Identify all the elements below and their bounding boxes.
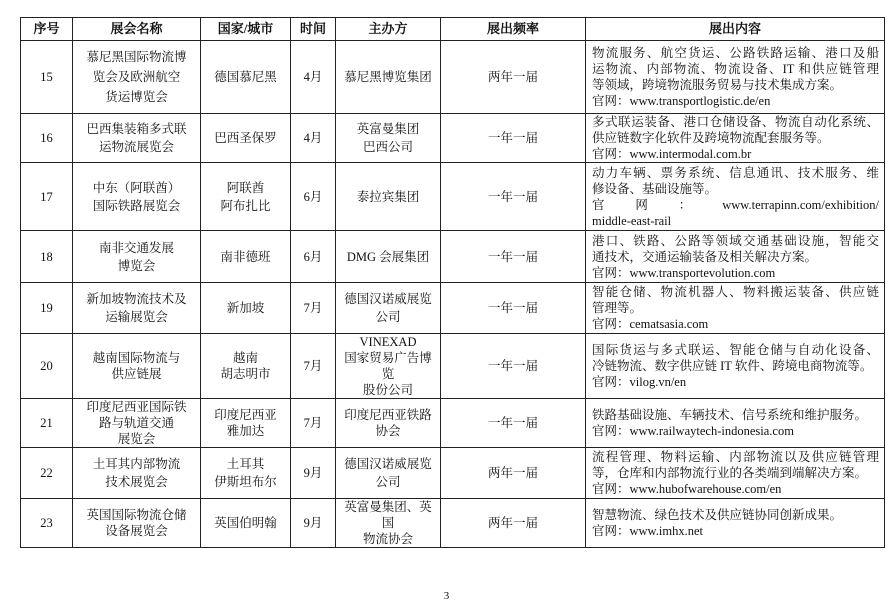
- exhibition-name-line: 越南国际物流与: [92, 351, 181, 365]
- exhibition-name-line: 供应链展: [111, 367, 162, 381]
- country-city-line: 南非德班: [220, 249, 271, 264]
- content-description-line: 港口、铁路、公路等领域交通基础设施，智能交: [592, 233, 879, 248]
- organizer-cell: [336, 41, 441, 114]
- frequency-cell: 两年一届: [441, 41, 586, 114]
- table-header: [21, 18, 885, 41]
- time-cell: 9月: [291, 448, 336, 499]
- exhibition-name-line: 展览会: [117, 432, 156, 446]
- content-description-line: 等，仓库和内部物流行业的各类端到端解决方案。: [592, 466, 868, 480]
- organizer-line: VINEXAD: [359, 335, 417, 349]
- frequency-cell: 一年一届: [441, 163, 586, 231]
- country-city-line: 阿布扎比: [220, 198, 271, 213]
- content-website-line: 官网：www.railwaytech-indonesia.com: [592, 424, 794, 438]
- content-description-line: 动力车辆、票务系统、信息通讯、技术服务、维: [592, 165, 879, 180]
- table-row: [21, 499, 885, 548]
- frequency-cell: 一年一届: [441, 283, 586, 334]
- exhibition-name-line: 国际铁路展览会: [92, 198, 181, 213]
- content-cell: [586, 399, 885, 448]
- organizer-cell: [336, 399, 441, 448]
- content-cell: [586, 114, 885, 163]
- header-exhibition-name: 展会名称: [73, 18, 201, 41]
- time-cell: 4月: [291, 114, 336, 163]
- header-content: 展出内容: [586, 18, 885, 41]
- content-cell: [586, 283, 885, 334]
- exhibition-name-cell: [73, 41, 201, 114]
- time-cell: 7月: [291, 334, 336, 399]
- country-city-cell: [201, 114, 291, 163]
- exhibition-name-line: 货运博览会: [105, 90, 168, 104]
- serial-number-cell: 16: [21, 114, 73, 163]
- organizer-line: 慕尼黑博览集团: [344, 70, 432, 84]
- table-row: [21, 163, 885, 231]
- organizer-cell: [336, 283, 441, 334]
- organizer-line: 股份公司: [362, 383, 413, 397]
- content-description-line: 通技术，交通运输装备及相关解决方案。: [592, 249, 818, 264]
- exhibition-name-line: 慕尼黑国际物流博: [86, 50, 187, 64]
- organizer-line: 公司: [375, 310, 401, 324]
- exhibition-name-line: 运物流展览会: [98, 140, 174, 154]
- exhibition-name-line: 新加坡物流技术及: [86, 292, 187, 306]
- time-cell: 7月: [291, 283, 336, 334]
- content-description-line: 冷链物流、数字供应链 IT 软件、跨境电商物流等。: [592, 359, 873, 373]
- organizer-line: 物流协会: [362, 532, 413, 546]
- exhibition-name-cell: [73, 231, 201, 283]
- organizer-line: 国家贸易广告博览: [344, 351, 432, 381]
- time-cell: 4月: [291, 41, 336, 114]
- content-cell: [586, 163, 885, 231]
- content-description-line: 多式联运装备、港口仓储设备、物流自动化系统、: [592, 115, 879, 129]
- country-city-line: 雅加达: [226, 424, 265, 438]
- time-cell: 6月: [291, 163, 336, 231]
- content-description-line: 国际货运与多式联运、智能仓储与自动化设备、: [592, 343, 879, 357]
- content-cell: [586, 41, 885, 114]
- header-serial-number: 序号: [21, 18, 73, 41]
- exhibition-name-line: 巴西集装箱多式联: [86, 122, 187, 136]
- organizer-cell: [336, 499, 441, 548]
- exhibition-name-cell: [73, 399, 201, 448]
- table-row: [21, 399, 885, 448]
- country-city-line: 伊斯坦布尔: [214, 475, 277, 489]
- content-website-line: 官网：cematsasia.com: [592, 317, 709, 331]
- organizer-line: 英富曼集团、英国: [344, 500, 432, 530]
- table-row: [21, 231, 885, 283]
- header-frequency: 展出频率: [441, 18, 586, 41]
- exhibition-name-line: 技术展览会: [105, 475, 168, 489]
- organizer-line: 协会: [375, 424, 401, 438]
- exhibition-name-line: 博览会: [117, 258, 156, 273]
- organizer-line: 德国汉诺威展览: [344, 292, 432, 306]
- table-row: [21, 41, 885, 114]
- country-city-line: 越南: [232, 351, 258, 365]
- serial-number-cell: 17: [21, 163, 73, 231]
- exhibition-name-line: 路与轨道交通: [98, 416, 174, 430]
- header-country-city: 国家/城市: [201, 18, 291, 41]
- content-cell: [586, 448, 885, 499]
- exhibition-name-line: 英国国际物流仓储: [86, 508, 187, 522]
- content-description-line: 铁路基础设施、车辆技术、信号系统和维护服务。: [592, 408, 868, 422]
- exhibition-name-cell: [73, 163, 201, 231]
- country-city-cell: [201, 499, 291, 548]
- serial-number-cell: 22: [21, 448, 73, 499]
- frequency-cell: 一年一届: [441, 231, 586, 283]
- country-city-cell: [201, 283, 291, 334]
- table-row: [21, 283, 885, 334]
- country-city-line: 德国慕尼黑: [214, 70, 277, 84]
- content-website-line: 官网：www.terrapinn.com/exhibition/: [592, 197, 879, 212]
- table-body: [21, 41, 885, 548]
- country-city-cell: [201, 448, 291, 499]
- organizer-line: 印度尼西亚铁路: [344, 408, 432, 422]
- frequency-cell: 两年一届: [441, 499, 586, 548]
- content-website-line: 官网：www.intermodal.com.br: [592, 147, 752, 161]
- content-description-line: 流程管理、物料运输、内部物流以及供应链管理: [592, 450, 879, 464]
- frequency-cell: 一年一届: [441, 334, 586, 399]
- country-city-line: 阿联酋: [226, 180, 265, 195]
- exhibition-name-cell: [73, 114, 201, 163]
- exhibition-name-line: 设备展览会: [105, 524, 168, 538]
- country-city-line: 新加坡: [226, 301, 265, 315]
- exhibition-name-cell: [73, 334, 201, 399]
- organizer-line: 泰拉宾集团: [356, 189, 420, 204]
- exhibition-name-line: 南非交通发展: [98, 240, 174, 255]
- serial-number-cell: 19: [21, 283, 73, 334]
- organizer-line: 英富曼集团: [356, 122, 420, 136]
- country-city-line: 土耳其: [226, 457, 265, 471]
- exhibition-name-cell: [73, 283, 201, 334]
- time-cell: 6月: [291, 231, 336, 283]
- frequency-cell: 一年一届: [441, 114, 586, 163]
- exhibition-name-line: 运输展览会: [105, 310, 168, 324]
- header-row: [21, 18, 885, 41]
- table-row: [21, 114, 885, 163]
- organizer-cell: [336, 334, 441, 399]
- content-description-line: 运物流、内部物流、物流设备、IT 和供应链管理: [592, 62, 879, 76]
- organizer-cell: [336, 114, 441, 163]
- exhibition-name-cell: [73, 448, 201, 499]
- exhibition-name-line: 土耳其内部物流: [92, 457, 181, 471]
- country-city-line: 胡志明市: [220, 367, 271, 381]
- frequency-cell: 两年一届: [441, 448, 586, 499]
- content-description-line: 智慧物流、绿色技术及供应链协同创新成果。: [592, 508, 843, 522]
- country-city-cell: [201, 399, 291, 448]
- exhibition-name-line: 印度尼西亚国际铁: [86, 400, 187, 414]
- content-description-line: 修设备、基础设施等。: [592, 181, 718, 196]
- time-cell: 7月: [291, 399, 336, 448]
- country-city-cell: [201, 41, 291, 114]
- country-city-line: 英国伯明翰: [214, 516, 277, 530]
- content-website-line: middle-east-rail: [592, 213, 672, 228]
- time-cell: 9月: [291, 499, 336, 548]
- content-cell: [586, 231, 885, 283]
- serial-number-cell: 18: [21, 231, 73, 283]
- content-cell: [586, 499, 885, 548]
- table-row: [21, 448, 885, 499]
- header-time: 时间: [291, 18, 336, 41]
- exhibition-table: [20, 17, 885, 548]
- content-description-line: 物流服务、航空货运、公路铁路运输、港口及船: [592, 46, 879, 60]
- content-description-line: 供应链数字化软件及跨境物流配套服务等。: [592, 131, 830, 145]
- header-organizer: 主办方: [336, 18, 441, 41]
- country-city-line: 印度尼西亚: [214, 408, 277, 422]
- organizer-line: 德国汉诺威展览: [344, 457, 432, 471]
- country-city-line: 巴西圣保罗: [214, 131, 277, 145]
- country-city-cell: [201, 231, 291, 283]
- frequency-cell: 一年一届: [441, 399, 586, 448]
- exhibition-name-cell: [73, 499, 201, 548]
- organizer-cell: [336, 448, 441, 499]
- serial-number-cell: 21: [21, 399, 73, 448]
- content-description-line: 智能仓储、物流机器人、物料搬运装备、供应链: [592, 285, 879, 299]
- organizer-cell: [336, 231, 441, 283]
- content-website-line: 官网：vilog.vn/en: [592, 375, 687, 389]
- content-website-line: 官网：www.hubofwarehouse.com/en: [592, 482, 782, 496]
- content-website-line: 官网：www.imhx.net: [592, 524, 703, 538]
- content-description-line: 管理等。: [592, 301, 643, 315]
- serial-number-cell: 20: [21, 334, 73, 399]
- organizer-line: DMG 会展集团: [346, 249, 430, 264]
- table-row: [21, 334, 885, 399]
- exhibition-name-line: 中东（阿联酋）: [92, 180, 181, 195]
- organizer-cell: [336, 163, 441, 231]
- organizer-line: 巴西公司: [362, 140, 413, 154]
- content-cell: [586, 334, 885, 399]
- content-website-line: 官网：www.transportevolution.com: [592, 265, 776, 280]
- exhibition-name-line: 览会及欧洲航空: [92, 70, 181, 84]
- page-number: 3: [443, 590, 450, 602]
- country-city-cell: [201, 163, 291, 231]
- content-description-line: 等领域，跨境物流服务贸易与技术集成方案。: [592, 78, 843, 92]
- serial-number-cell: 23: [21, 499, 73, 548]
- country-city-cell: [201, 334, 291, 399]
- organizer-line: 公司: [375, 475, 401, 489]
- serial-number-cell: 15: [21, 41, 73, 114]
- content-website-line: 官网：www.transportlogistic.de/en: [592, 94, 771, 108]
